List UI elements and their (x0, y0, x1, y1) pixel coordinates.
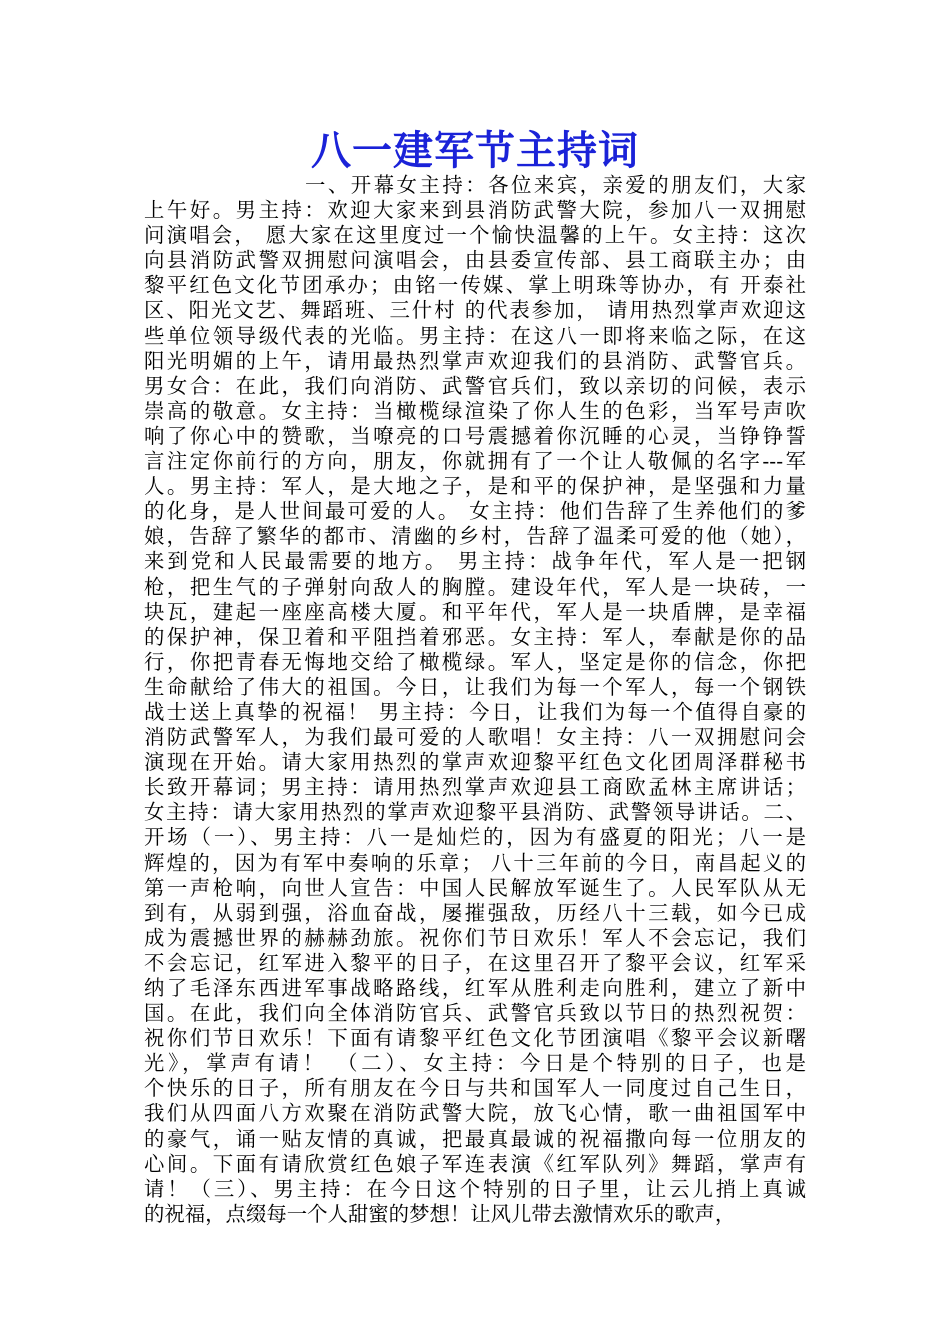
body-line: 国。在此，我们向全体消防官兵、武警官兵致以节日的热烈祝贺： (144, 1001, 806, 1026)
body-line: 一、开幕女主持：各位来宾，亲爱的朋友们，大家 (305, 173, 806, 197)
body-line: 演现在开始。请大家用热烈的掌声欢迎黎平红色文化团周泽群秘书 (144, 750, 806, 775)
body-line: 消防武警军人，为我们最可爱的人歌唱！女主持：八一双拥慰问会 (144, 725, 806, 750)
body-line: 生命献给了伟大的祖国。今日，让我们为每一个军人，每一个钢铁 (144, 674, 806, 699)
body-line: 些单位领导级代表的光临。男主持：在这八一即将来临之际，在这 (144, 323, 806, 348)
body-line: 我们从四面八方欢聚在消防武警大院，放飞心情，歌一曲祖国军中 (144, 1101, 806, 1126)
body-line: 到有，从弱到强，浴血奋战，屡摧强敌，历经八十三载，如今已成 (144, 900, 806, 925)
body-line: 娘，告辞了繁华的都市、清幽的乡村，告辞了温柔可爱的他（她）， (144, 524, 806, 549)
body-line: 心间。下面有请欣赏红色娘子军连表演《红军队列》舞蹈，掌声有 (144, 1151, 806, 1176)
body-line: 战士送上真挚的祝福！ 男主持：今日，让我们为每一个值得自豪的 (144, 699, 806, 724)
body-line: 言注定你前行的方向，朋友，你就拥有了一个让人敬佩的名字---军 (144, 449, 806, 474)
body-line: 男女合：在此，我们向消防、武警官兵们，致以亲切的问候，表示 (144, 373, 806, 398)
body-line: 纳了毛泽东西进军事战略路线，红军从胜利走向胜利，建立了新中 (144, 976, 806, 1000)
body-line: 人。男主持：军人，是大地之子，是和平的保护神，是坚强和力量 (144, 474, 806, 499)
body-line: 块瓦，建起一座座高楼大厦。和平年代，军人是一块盾牌，是幸福 (144, 599, 806, 624)
body-line: 祝你们节日欢乐！下面有请黎平红色文化节团演唱《黎平会议新曙 (144, 1026, 806, 1051)
body-line: 长致开幕词；男主持：请用热烈掌声欢迎县工商欧孟林主席讲话； (144, 775, 806, 800)
body-line: 光》，掌声有请！ （二）、女主持：今日是个特别的日子，也是 (144, 1051, 806, 1076)
document-title: 八一建军节主持词 (311, 127, 639, 174)
body-line: 行，你把青春无悔地交给了橄榄绿。军人，坚定是你的信念，你把 (144, 649, 806, 674)
body-line: 上午好。男主持：欢迎大家来到县消防武警大院，参加八一双拥慰 (144, 198, 806, 223)
document-body (144, 173, 806, 1227)
body-line: 的祝福，点缀每一个人甜蜜的梦想！让风儿带去激情欢乐的歌声， (144, 1201, 736, 1226)
body-line: 请！（三）、男主持：在今日这个特别的日子里，让云儿捎上真诚 (144, 1176, 806, 1201)
body-line: 不会忘记，红军进入黎平的日子，在这里召开了黎平会议，红军采 (144, 950, 806, 975)
body-line: 向县消防武警双拥慰问演唱会，由县委宣传部、县工商联主办；由 (144, 248, 806, 273)
body-line: 女主持：请大家用热烈的掌声欢迎黎平县消防、武警领导讲话。二、 (144, 800, 806, 825)
body-line: 的豪气，诵一贴友情的真诚，把最真最诚的祝福撒向每一位朋友的 (144, 1126, 806, 1151)
body-line: 崇高的敬意。女主持：当橄榄绿渲染了你人生的色彩，当军号声吹 (144, 398, 806, 423)
body-line: 区、阳光文艺、舞蹈班、三什村 的代表参加， 请用热烈掌声欢迎这 (144, 298, 806, 323)
body-line: 成为震撼世界的赫赫劲旅。祝你们节日欢乐！军人不会忘记，我们 (144, 925, 806, 950)
body-line: 的保护神，保卫着和平阻挡着邪恶。女主持：军人，奉献是你的品 (144, 624, 806, 649)
body-line: 辉煌的，因为有军中奏响的乐章； 八十三年前的今日，南昌起义的 (144, 850, 806, 875)
body-line: 开场（一）、男主持：八一是灿烂的，因为有盛夏的阳光；八一是 (144, 825, 806, 850)
body-line: 的化身，是人世间最可爱的人。 女主持：他们告辞了生养他们的爹 (144, 499, 806, 524)
body-line: 个快乐的日子，所有朋友在今日与共和国军人一同度过自己生日， (144, 1076, 806, 1101)
body-line: 来到党和人民最需要的地方。 男主持：战争年代，军人是一把钢 (144, 549, 806, 574)
body-line: 响了你心中的赞歌，当嘹亮的口号震撼着你沉睡的心灵，当铮铮誓 (144, 423, 806, 448)
body-line: 阳光明媚的上午，请用最热烈掌声欢迎我们的县消防、武警官兵。 (144, 348, 806, 373)
body-line: 问演唱会， 愿大家在这里度过一个愉快温馨的上午。女主持：这次 (144, 223, 806, 248)
body-line: 第一声枪响，向世人宣告：中国人民解放军诞生了。人民军队从无 (144, 875, 806, 900)
body-line: 枪，把生气的子弹射向敌人的胸膛。建设年代，军人是一块砖，一 (144, 574, 806, 599)
body-line: 黎平红色文化节团承办；由铭一传媒、掌上明珠等协办，有 开泰社 (144, 273, 806, 298)
